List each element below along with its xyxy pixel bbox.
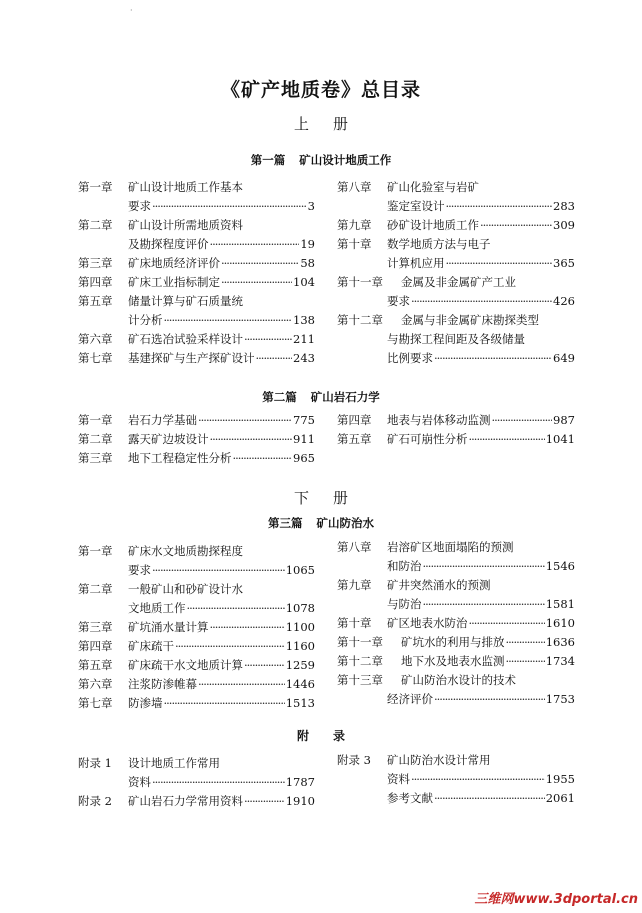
page-number: 1581: [545, 597, 575, 611]
chapter-title: 矿床工业指标制定: [128, 275, 220, 289]
leader-dots: [256, 350, 293, 366]
toc-entry: [78, 619, 315, 635]
toc-entry: [78, 217, 315, 233]
page-number: 1636: [545, 635, 575, 649]
toc-entry: [337, 539, 575, 555]
appendix-heading: 附录: [296, 729, 369, 743]
page-number: 138: [293, 313, 315, 327]
page-number: 1041: [545, 432, 575, 446]
toc-entry: [337, 217, 575, 233]
toc-entry: [78, 562, 315, 578]
toc-entry: [78, 581, 315, 597]
leader-dots: [469, 431, 545, 447]
chapter-number: 第八章: [337, 180, 372, 194]
page-number: 1753: [545, 692, 575, 706]
chapter-title: 岩溶矿区地面塌陷的预测: [387, 540, 514, 554]
chapter-number: 第六章: [78, 677, 113, 691]
page-number: 1078: [285, 601, 315, 615]
part1-heading: [0, 152, 642, 168]
chapter-number: 第三章: [78, 256, 113, 270]
leader-dots: [164, 312, 293, 328]
page-number: 965: [293, 451, 315, 465]
toc-entry: [337, 653, 575, 669]
chapter-title: 矿石可崩性分析: [387, 432, 468, 446]
toc-entry: [78, 450, 315, 466]
leader-dots: [244, 657, 285, 673]
leader-dots: [175, 638, 285, 654]
leader-dots: [492, 412, 553, 428]
chapter-number: 附录 3: [337, 753, 371, 767]
page-number: 1160: [285, 639, 315, 653]
page-number: 19: [300, 237, 315, 251]
toc-entry: [337, 615, 575, 631]
toc-entry: [78, 274, 315, 290]
page-title: 《矿产地质卷》总目录: [220, 79, 421, 101]
leader-dots: [506, 653, 545, 669]
toc-entry: [337, 790, 575, 806]
chapter-title: 矿井突然涌水的预测: [387, 578, 491, 592]
toc-entry: [78, 236, 315, 252]
toc-entry: [337, 771, 575, 787]
toc-entry: [78, 657, 315, 673]
toc-entry: [78, 331, 315, 347]
volume-lower-heading: 下册: [293, 489, 372, 507]
toc-entry: [337, 179, 575, 195]
chapter-number: 第二章: [78, 582, 113, 596]
chapter-title: 计分析: [128, 313, 163, 327]
chapter-title: 矿坑涌水量计算: [128, 620, 209, 634]
chapter-title: 一般矿山和砂矿设计水: [128, 582, 243, 596]
chapter-title: 资料: [387, 772, 410, 786]
chapter-title: 要求: [128, 563, 151, 577]
toc-entry: [78, 755, 315, 771]
part-name: 矿山设计地质工作: [299, 153, 392, 167]
chapter-number: 附录 1: [78, 756, 112, 770]
chapter-title: 资料: [128, 775, 151, 789]
toc-entry: [78, 676, 315, 692]
toc-entry: [337, 350, 575, 366]
chapter-title: 矿床地质经济评价: [128, 256, 220, 270]
chapter-title: 地下水及地表水监测: [401, 654, 505, 668]
leader-dots: [446, 255, 553, 271]
page-number: 211: [293, 332, 315, 346]
chapter-number: 第五章: [78, 658, 113, 672]
page-number: 1955: [545, 772, 575, 786]
chapter-title: 矿石选冶试验采样设计: [128, 332, 243, 346]
page-number: 911: [293, 432, 315, 446]
part-label: 第三篇: [268, 516, 303, 530]
page-number: 1100: [285, 620, 315, 634]
chapter-number: 第四章: [78, 639, 113, 653]
page-number: 2061: [545, 791, 575, 805]
page-number: 1787: [285, 775, 315, 789]
chapter-number: 第一章: [78, 413, 113, 427]
page-number: 1513: [285, 696, 315, 710]
toc-entry: [78, 638, 315, 654]
chapter-number: 第十一章: [337, 275, 383, 289]
chapter-number: 第八章: [337, 540, 372, 554]
toc-entry: [337, 312, 575, 328]
toc-entry: [337, 577, 575, 593]
leader-dots: [480, 217, 552, 233]
chapter-title: 地表与岩体移动监测: [387, 413, 491, 427]
toc-entry: [78, 695, 315, 711]
page-number: 426: [553, 294, 575, 308]
leader-dots: [164, 695, 285, 711]
chapter-number: 第十章: [337, 616, 372, 630]
chapter-title: 基建探矿与生产探矿设计: [128, 351, 255, 365]
toc-entry: [78, 431, 315, 447]
leader-dots: [198, 676, 285, 692]
volume-upper-heading: 上册: [293, 115, 372, 133]
chapter-title: 经济评价: [387, 692, 433, 706]
leader-dots: [210, 431, 293, 447]
leader-dots: [506, 634, 545, 650]
toc-entry: [78, 293, 315, 309]
toc-entry: [337, 236, 575, 252]
chapter-number: 第七章: [78, 696, 113, 710]
toc-entry: [337, 293, 575, 309]
chapter-title: 金属与非金属矿床勘探类型: [401, 313, 539, 327]
chapter-title: 储量计算与矿石质量统: [128, 294, 243, 308]
chapter-title: 要求: [128, 199, 151, 213]
toc-entry: [78, 198, 315, 214]
leader-dots: [187, 600, 285, 616]
chapter-number: 附录 2: [78, 794, 112, 808]
toc-entry: [337, 672, 575, 688]
leader-dots: [221, 255, 299, 271]
chapter-number: 第三章: [78, 620, 113, 634]
toc-entry: [78, 312, 315, 328]
chapter-number: 第五章: [337, 432, 372, 446]
chapter-title: 与防治: [387, 597, 422, 611]
leader-dots: [446, 198, 553, 214]
toc-entry: [337, 752, 575, 768]
leader-dots: [244, 793, 285, 809]
chapter-number: 第三章: [78, 451, 113, 465]
chapter-number: 第二章: [78, 218, 113, 232]
toc-entry: [78, 774, 315, 790]
chapter-number: 第十一章: [337, 635, 383, 649]
chapter-number: 第一章: [78, 544, 113, 558]
leader-dots: [469, 615, 545, 631]
part3-heading: [0, 515, 642, 531]
chapter-title: 矿山岩石力学常用资料: [128, 794, 243, 808]
part-name: 矿山防治水: [316, 516, 374, 530]
leader-dots: [423, 558, 545, 574]
page-number: 1446: [285, 677, 315, 691]
toc-entry: [337, 431, 575, 447]
chapter-number: 第九章: [337, 578, 372, 592]
toc-entry: [337, 596, 575, 612]
page-number: 1065: [285, 563, 315, 577]
page-number: 58: [300, 256, 315, 270]
page-number: 1910: [285, 794, 315, 808]
page-number: 1259: [285, 658, 315, 672]
part-label: 第一篇: [250, 153, 286, 167]
chapter-title: 注浆防渗帷幕: [128, 677, 197, 691]
chapter-title: 岩石力学基础: [128, 413, 197, 427]
page-number: 775: [293, 413, 315, 427]
chapter-title: 要求: [387, 294, 410, 308]
chapter-number: 第十章: [337, 237, 372, 251]
chapter-title: 地下工程稳定性分析: [128, 451, 232, 465]
page-number: 649: [553, 351, 575, 365]
page-number: 1610: [545, 616, 575, 630]
chapter-title: 矿床疏干: [128, 639, 174, 653]
leader-dots: [423, 596, 545, 612]
toc-entry: [78, 543, 315, 559]
chapter-title: 露天矿边坡设计: [128, 432, 209, 446]
toc-entry: [337, 412, 575, 428]
toc-entry: [78, 600, 315, 616]
chapter-title: 矿山化验室与岩矿: [387, 180, 479, 194]
leader-dots: [210, 619, 285, 635]
chapter-title: 矿山设计所需地质资料: [128, 218, 243, 232]
page-number: 1546: [545, 559, 575, 573]
chapter-number: 第五章: [78, 294, 113, 308]
page-number: 3: [307, 199, 315, 213]
chapter-title: 矿山设计地质工作基本: [128, 180, 243, 194]
chapter-number: 第六章: [78, 332, 113, 346]
toc-entry: [337, 331, 575, 347]
page-number: 1734: [545, 654, 575, 668]
chapter-number: 第四章: [78, 275, 113, 289]
chapter-title: 砂矿设计地质工作: [387, 218, 479, 232]
chapter-title: 和防治: [387, 559, 422, 573]
chapter-number: 第二章: [78, 432, 113, 446]
chapter-title: 文地质工作: [128, 601, 186, 615]
part2-heading: [0, 389, 642, 405]
toc-entry: [337, 634, 575, 650]
corner-mark: ·: [130, 6, 133, 15]
chapter-title: 金属及非金属矿产工业: [401, 275, 516, 289]
leader-dots: [434, 691, 545, 707]
leader-dots: [221, 274, 292, 290]
page-number: 987: [553, 413, 575, 427]
watermark: 三维网www.3dportal.cn: [474, 892, 638, 907]
chapter-title: 矿床疏干水文地质计算: [128, 658, 243, 672]
toc-entry: [337, 691, 575, 707]
chapter-title: 设计地质工作常用: [128, 756, 220, 770]
toc-entry: [78, 793, 315, 809]
chapter-title: 比例要求: [387, 351, 433, 365]
chapter-title: 计算机应用: [387, 256, 445, 270]
toc-entry: [337, 198, 575, 214]
leader-dots: [152, 198, 307, 214]
page-number: 365: [553, 256, 575, 270]
leader-dots: [233, 450, 293, 466]
leader-dots: [434, 350, 552, 366]
toc-entry: [337, 255, 575, 271]
chapter-title: 参考文献: [387, 791, 433, 805]
chapter-title: 数学地质方法与电子: [387, 237, 491, 251]
toc-entry: [337, 274, 575, 290]
part-name: 矿山岩石力学: [310, 390, 380, 404]
chapter-number: 第九章: [337, 218, 372, 232]
leader-dots: [152, 562, 285, 578]
chapter-title: 及勘探程度评价: [128, 237, 209, 251]
leader-dots: [411, 293, 552, 309]
leader-dots: [411, 771, 545, 787]
chapter-title: 矿区地表水防治: [387, 616, 468, 630]
page-number: 283: [553, 199, 575, 213]
chapter-title: 防渗墙: [128, 696, 163, 710]
chapter-title: 矿床水文地质勘探程度: [128, 544, 243, 558]
part-label: 第二篇: [262, 390, 297, 404]
toc-entry: [78, 179, 315, 195]
chapter-number: 第十二章: [337, 654, 383, 668]
toc-entry: [78, 255, 315, 271]
chapter-title: 鉴定室设计: [387, 199, 445, 213]
chapter-number: 第十二章: [337, 313, 383, 327]
chapter-number: 第四章: [337, 413, 372, 427]
leader-dots: [210, 236, 300, 252]
leader-dots: [198, 412, 292, 428]
chapter-title: 矿山防治水设计的技术: [401, 673, 516, 687]
toc-entry: [78, 412, 315, 428]
toc-entry: [337, 558, 575, 574]
chapter-number: 第一章: [78, 180, 113, 194]
leader-dots: [152, 774, 285, 790]
chapter-number: 第十三章: [337, 673, 383, 687]
page-number: 104: [293, 275, 315, 289]
chapter-title: 与勘探工程间距及各级储量: [387, 332, 525, 346]
chapter-title: 矿山防治水设计常用: [387, 753, 491, 767]
page-number: 243: [293, 351, 315, 365]
toc-entry: [78, 350, 315, 366]
chapter-title: 矿坑水的利用与排放: [401, 635, 505, 649]
leader-dots: [244, 331, 292, 347]
page-number: 309: [553, 218, 575, 232]
chapter-number: 第七章: [78, 351, 113, 365]
leader-dots: [434, 790, 545, 806]
